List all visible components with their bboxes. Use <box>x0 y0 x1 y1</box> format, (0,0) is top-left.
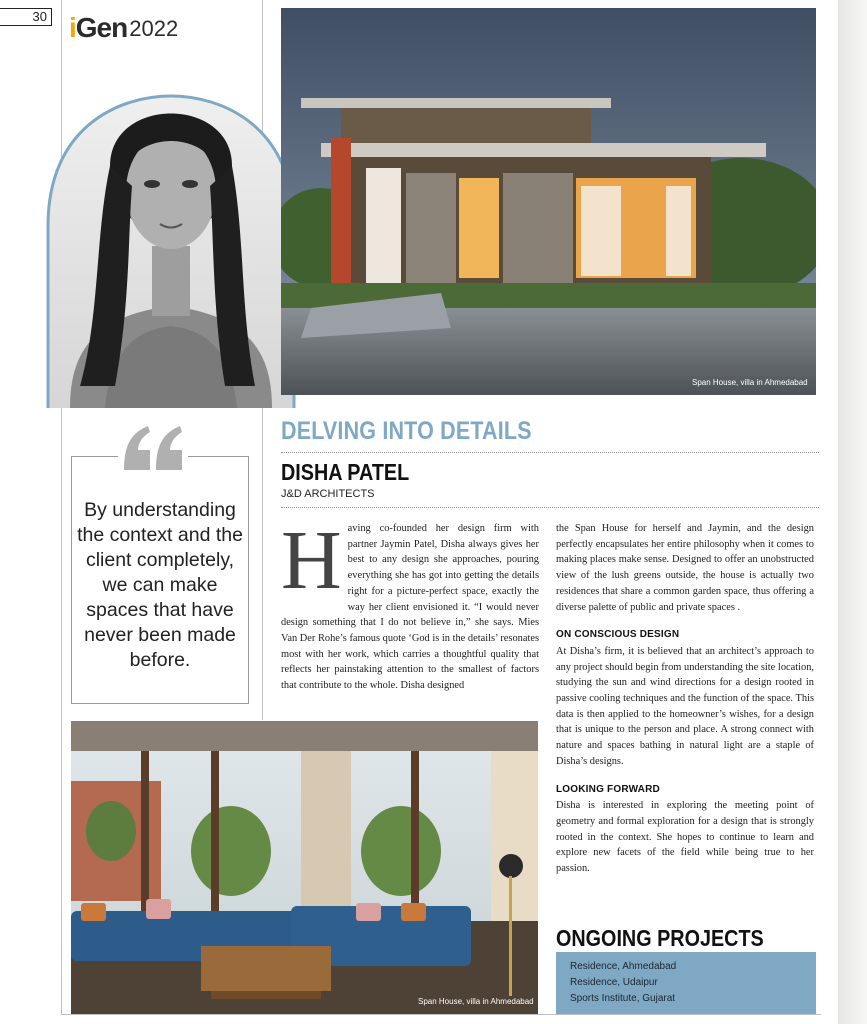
dotted-rule-top <box>281 452 819 453</box>
quote-mark-icon <box>118 420 188 476</box>
interior-photo <box>71 721 538 1014</box>
project-item: Residence, Udaipur <box>570 977 658 988</box>
body-column-2 <box>556 521 814 877</box>
logo-year: 2022 <box>129 16 179 41</box>
body-text-2: the Span House for herself and Jaymin, and the design perfectly encapsulates her entire philosophy when it comes to making places make sense. Designed to offer an unobstructed view of the lush greens outside, the house is actually two residences that share a common garden space, thus offering a diverse palette of public and private spaces . <box>556 523 814 613</box>
headline: DELVING INTO DETAILS <box>281 417 532 445</box>
project-item: Sports Institute, Gujarat <box>570 993 676 1004</box>
body-text-3: At Disha’s firm, it is believed that an architect’s approach to any project should begin from understanding the site location, studying the sun and wind directions for a design rooted in passive cooling techniques and the function of the space. This data is then applied to the homeowner’s wishes, for a design that is unique to the person and place. A strong connect with nature and spaces bathing in natural light are a staple of Disha’s designs. <box>556 645 814 767</box>
subheading-conscious-design: ON CONSCIOUS DESIGN <box>556 629 680 641</box>
body-column-1 <box>281 514 539 694</box>
body-text-4: Disha is interested in exploring the meeting point of geometry and formal exploration for a design that is strongly rooted in the context. She hopes to continue to learn and explore new facets of the field while being true to her passion. <box>556 800 814 875</box>
firm-name: J&D ARCHITECTS <box>281 488 375 500</box>
portrait-photo <box>40 56 302 408</box>
page-edge <box>838 0 867 1024</box>
drop-cap: H <box>281 514 342 607</box>
bottom-rule <box>61 1014 821 1015</box>
pull-quote: By understanding the context and the client completely, we can make spaces that have never been made before. <box>77 499 243 671</box>
project-item: Residence, Ahmedabad <box>570 961 677 972</box>
interior-caption: Span House, villa in Ahmedabad <box>418 997 534 1006</box>
logo-i: i <box>69 12 76 43</box>
architect-name: DISHA PATEL <box>281 459 410 485</box>
page-number: 30 <box>0 8 52 26</box>
subheading-looking-forward: LOOKING FORWARD <box>556 783 660 795</box>
body-text-1: aving co-founded her design firm with partner Jaymin Patel, Disha always gives her best to any design she approaches, pouring everything she has got into getting the details right for a picture-perfect space, exactly the way her client envisioned it. “I would never design something that I do not believe in,” she says. Mies Van Der Rohe’s famous quote ‘God is in the details’ resonates most with her work, which carries a thoughtful quality that reflects her painstaking attention to the smallest of factors that contribute to the whole. Disha designed <box>281 523 539 692</box>
projects-box <box>556 952 816 1014</box>
dotted-rule-bottom <box>281 507 819 508</box>
hero-caption: Span House, villa in Ahmedabad <box>692 378 808 387</box>
projects-title: ONGOING PROJECTS <box>556 925 764 951</box>
logo-gen: Gen <box>75 12 128 43</box>
hero-photo <box>281 8 816 395</box>
magazine-logo <box>69 4 178 44</box>
